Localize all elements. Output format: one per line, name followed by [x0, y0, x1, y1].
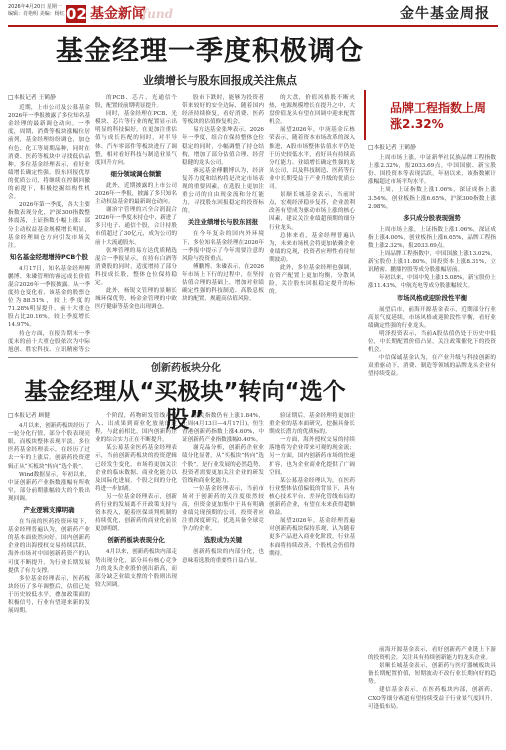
section-divider: [8, 357, 358, 358]
section-title-en: fund: [142, 7, 174, 21]
paragraph: 2026年第一季度，各大主要指数表现分化，沪深300指数整体震荡，上证指数小幅上涨；部分主动权益基金规模增长明显，基金经理调仓方向引发市场关注。: [8, 202, 90, 249]
article1-column-4: [269, 94, 355, 354]
paragraph: 4月17日，知名基金经理傅鹏博、朱璘管理的睿远成长价值混合2026年一季报披露。从一季度持仓变化看，该基金的股票仓位为88.51%，较上季度的71.28%明显提升，前十大重仓股占比20.16%，较上季度增长14.97%。: [8, 265, 90, 329]
sidebar-body: [368, 144, 496, 634]
sidebar-accent-bar: [364, 90, 366, 140]
paragraph: 4月以来，创新药板块内部走势出现分化，部分具有核心竞争力的龙头企业股价创出新高，而部分缺乏业绩支撑的个股则出现较大回调。: [95, 549, 177, 588]
article1-subheadline: 业绩增长与股东回报成关注焦点: [143, 74, 297, 87]
article1-headline: 基金经理一季度积极调仓: [56, 36, 364, 67]
paragraph: 睿远基金傅鹏博认为，经济复苏力度和结构将是决定市场表现的重要因素，在选股上更加注重公司的自由现金流和分红能力，寻找股东回报稳定的投资标的。: [182, 167, 264, 215]
paragraph: 谢治宇管理的兴全合润混合2026年一季度末持仓中，新进了多只电子、通信个股，合计持股市值超过了30亿元，成为公司的前十大流通股东。: [95, 207, 177, 246]
paragraph: 多位基金经理表示，医药板块经历了多年调整后，估值已处于历史较低水平，叠加政策面的积极信号，行业有望迎来新的发展周期。: [8, 575, 90, 615]
paragraph: 此外，近期披露的上市公司2026年一季报，披露了多只知名主动权益基金的最新调仓动向。: [95, 182, 177, 206]
paragraph: 某公募基金医药基金经理表示，当前创新药板块的投资逻辑已经发生变化，市场将更加关注企业的临床数据、商业化能力以及国际化进展，个股之间的分化将进一步加剧。: [95, 445, 177, 492]
article2-column-4: [269, 412, 355, 742]
paragraph: 此外，杨锐文管理的景顺长城环保优势、杨金金管理的中欧医疗健康等基金也出现调仓。: [95, 288, 177, 311]
paragraph: 某公募基金经理认为，在医药行业整体估值偏低的背景下，具有核心技术平台、差异化管线布局的创新药企业，有望在未来获得超额收益。: [269, 477, 355, 517]
sidebar-byline: □本报记者 王鹤静: [368, 145, 416, 151]
article2-byline: □本报记者 顾健: [8, 413, 51, 419]
paragraph: 创新药板块的内部分化，也意味着选股的重要性日益凸显。: [182, 549, 264, 564]
paragraph: 此外，多位基金经理也强调，在资产配置上更加均衡，分散风险，关注股东回报稳定提升的标的。: [269, 264, 355, 296]
paragraph: 傅鹏博、朱璘表示，在2026年市场上下行的过程中，在坚持估值合理的基础上，增加对业绩确定性强的科技制造、高股息板块的配置，规避高估值风险。: [182, 263, 264, 303]
header-editors: 编辑：肖艳明 美编：杨红: [8, 11, 65, 17]
paragraph: 前海开源基金表示，看好创新药产业链上下游的投资机会，关注具有持续创新能力的龙头企业。: [368, 647, 496, 662]
sidebar-brand-index: [368, 88, 496, 638]
paragraph: 一位基金经理表示，当前市场对于创新药的关注度依然较高，但资金更加集中于具有明确业绩兑现预期的公司，投资者应注重深度研究，优选具备全球竞争力的企业。: [182, 485, 264, 533]
paragraph: 近期，上市公司及公募基金2026年一季报披露了多位知名基金经理的最新调仓动向。一季度，周期、消费等板块涨幅位居前列，基金经理纷纷调仓，加仓有色、化工等周期品种，同时在消费、医药等板块中寻找低估品种。多位基金经理表示，看好业绩增长确定性强、股东回报优厚的优质公司，将继续在控制回撤的前提下，积极挖掘结构性机会。: [8, 105, 90, 201]
paragraph: 景顺长城基金表示，当前时点，宏观经济稳步复苏，企业盈利改善有望成为驱动市场上涨的核心因素，建议关注业绩超预期的细分行业龙头。: [269, 192, 355, 231]
paragraph: 易方达基金张坤表示，2026年一季度，组合在保持整体仓位稳定的同时，小幅调整了持仓结构，增加了部分估值合理、经营稳健的龙头公司。: [182, 127, 264, 166]
paragraph: 建信基金表示，在医药板块内部，创新药、CXO等细分赛道有望持续受益于行业景气度回升，可逢低布局。: [368, 687, 496, 710]
paragraph: 展望2026年，基金经理普遍对创新药板块保持乐观，认为随着更多产品进入商业化阶段，行业基本面将持续改善，个股机会仍值得期待。: [269, 518, 355, 557]
subheading: 产业逻辑支撑明确: [23, 506, 75, 515]
article1-column-1: [8, 94, 90, 354]
paragraph: 张坤管理的易方达优质精选混合一季报显示，在持有白酒等消费股的同时，适度增持了部分科技成长股，整体仓位保持稳定。: [95, 247, 177, 286]
subheading: 创新药板块表现分化: [107, 536, 165, 545]
header-date-editors: [8, 4, 68, 18]
sidebar-column-bottom: [368, 646, 496, 744]
paragraph: 的大盘，价值风格股不断火热，电源规模增长在提升之中，大盘价值龙头有望在回调中迎来配置机会。: [269, 95, 355, 126]
paragraph: 持仓方面，在报告期末一季度末的前十大重仓股依次为中际旭创、胜宏科技、立讯精密等公: [8, 330, 90, 353]
article2-kicker: 创新药板块分化: [151, 363, 221, 374]
paragraph: 在今年复杂的国内外环境下，多位知名基金经理在2026年一季报中提示了今年需要注意的风险与投资重点。: [182, 231, 264, 262]
paragraph: 展望2026年，中庚基金丘栋荣表示，随着资本市场改革的深入推进，A股市场整体估值水平仍处于历史较低水平，看好具有持续高分红能力、业绩增长确定性强的龙头公司，以及科技制造、医药等行业中长期受益于产业升级的优质公司。: [269, 127, 355, 191]
paragraph: 4月以来，创新药板块经历了一轮分化行情，部分个股表现亮眼，而板块整体表现平淡。多位医药基金经理表示，在经历了过去一年的上涨后，创新药投资逻辑正从“买板块”转向“选个股”。: [8, 423, 90, 470]
subheading: 细分领域调仓频繁: [110, 169, 162, 178]
paragraph: 年初以来，中国中免上涨15.08%，新宝股份上涨11.43%，中航光电等成分股涨幅较大。: [368, 275, 496, 290]
paragraph: 上周，上证指数上涨1.06%，深证成指上涨3.54%，创业板指上涨6.65%，沪深300指数上涨2.98%。: [368, 187, 496, 210]
article1-column-3: [182, 94, 264, 354]
paragraph: Wind数据显示，年初以来，中证创新药产业指数涨幅有所收窄，部分前期涨幅较大的个股出现回调。: [8, 471, 90, 502]
article2-column-2: [95, 412, 177, 742]
subheading: 市场风格或迎阶段性平衡: [396, 293, 468, 302]
paragraph: 上周市场上涨，上证指数上涨1.06%，深证成指上涨4.00%，创业板指上涨6.65%，品牌工程指数上涨2.32%，报2033.69点。: [368, 226, 496, 249]
paragraph: 谢克晶分析，创新药企业业绩分化显著，从“买板块”转向“选个股”，是行业发展的必然趋势，投资者需要更加关注企业的研发管线和商业化能力。: [182, 445, 264, 484]
subheading: 知名基金经理增持PCB个股: [9, 252, 89, 261]
paragraph: 上周市场上涨，中证新华社民族品牌工程指数上涨2.32%，报2033.69点，中国国旅、新宝股份、国投资本等表现活跃，年初以来，该指数累计涨幅超过市场平均水平。: [368, 155, 496, 186]
subheading: 多只成分股表现强势: [403, 213, 461, 222]
paragraph: 上周品牌工程指数中，中国国旅上涨13.02%，新宝股份上涨11.80%，国投资本上涨8.31%，立讯精密、鹏鼎控股等成分股涨幅居前。: [368, 251, 496, 274]
paragraph: 总体来看，基金经理普遍认为，未来市场机会将更加依赖企业业绩的兑现，投资者应理性看待短期波动。: [269, 232, 355, 263]
paragraph: 股市下跌时，能够为投资者带来较好的安全边际，随着国内经济持续修复，看好消费、医药等板块的估值修复机会。: [182, 95, 264, 126]
sidebar-title: 品牌工程指数上周涨2.32%: [390, 101, 487, 131]
masthead-logo: 金牛基金周报: [400, 6, 490, 22]
header-rule: [8, 25, 498, 27]
header-date: 2026年4月20日 星期一: [8, 4, 62, 10]
page-number: 02: [66, 5, 87, 23]
paragraph: 另一位基金经理表示，创新药行业的发展离不开政策支持与资本投入，随着医保谈判机制的持续优化，创新药的商业化前景更加明朗。: [95, 493, 177, 533]
article2-headline: 基金经理从“买极块”转向“选个股”: [24, 379, 346, 433]
paragraph: 在当前的医药投资环境下，基金经理普遍认为，创新药产业的基本面依然向好。国内创新药企业的出海授权交易持续活跃，海外市场对中国创新药资产的认可度不断提升，为行业长期发展提供了有力支撑。: [8, 519, 90, 574]
article2-column-1: [8, 412, 90, 742]
paragraph: 验证期后，基金经理将更加注重企业的基本面研究，挖掘具备长期成长潜力的优质标的。: [269, 413, 355, 436]
subheading: 选股成为关键: [203, 536, 243, 545]
paragraph: 中信保诚基金认为，在产业升级与科技创新的双重驱动下，消费、制造等领域的品牌龙头企业有望持续受益。: [368, 355, 496, 378]
paragraph: 的PCB、芯片、光通信个股，配置较前期明显提升。: [95, 95, 177, 110]
paragraph: 景顺长城基金表示，创新药与医疗器械板块具备长期配置价值，短期波动不改行业长期向好的趋势。: [368, 663, 496, 686]
subheading: 关注业绩增长与股东回报: [187, 218, 259, 227]
paragraph: 个阶段，药物研发管线从投入、出成果到商业化放量的过程，与此前相比，国内创新药企业的综合实力正在不断提升。: [95, 413, 177, 444]
article1-byline: □本报记者 王鹤静: [8, 95, 56, 101]
section-title: 基金新闻: [90, 6, 146, 22]
article1-column-2: [95, 94, 177, 354]
paragraph: 同时，基金经理在PCB、光模块、芯片等行业的配置显示出明显的科技偏好，在更加注重估值与成长匹配的同时，对半导体、汽车零部件等板块进行了调整，相对看好科技与制造业景气度回升方向。: [95, 111, 177, 166]
paragraph: 一方面，海外授权交易的持续落地将为企业带来可观的现金流；另一方面，国内创新药市场的快速扩容，也为企业商业化提供了广阔空间。: [269, 437, 355, 476]
paragraph: 明泽投资表示，当前A股估值仍处于历史中低位，中长期配置价值凸显，关注政策催化下的投资机会。: [368, 330, 496, 353]
article2-column-3: [182, 412, 264, 742]
paragraph: 展望后市，前海开源基金表示，近期部分行业高景气度延续，市场风格或迎阶段性平衡，看好业绩确定性强的行业龙头。: [368, 306, 496, 329]
page-header: [8, 4, 498, 30]
paragraph: 相关指数仍有上涨1.84%，上周(4月13日—4月17日)，恒生香港创新药指数上涨4.60%，中证创新药产业指数涨幅0.40%。: [182, 413, 264, 444]
